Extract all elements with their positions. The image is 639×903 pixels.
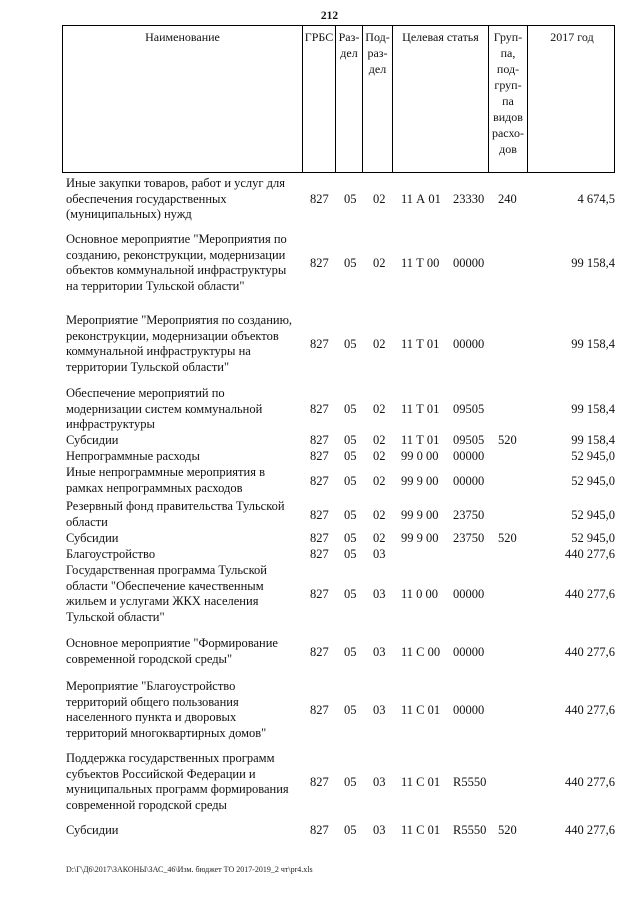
column-header-group: Груп- па, под- груп- па видов расхо- дов (488, 26, 527, 172)
row-razdel: 05 (344, 531, 357, 545)
row-podrazdel: 02 (373, 474, 386, 488)
row-target-program: 99 9 00 (401, 508, 439, 522)
row-value: 440 277,6 (565, 775, 615, 789)
table-row (0, 433, 639, 449)
row-razdel: 05 (344, 449, 357, 463)
row-value: 440 277,6 (565, 645, 615, 659)
table-row (0, 386, 639, 432)
row-razdel: 05 (344, 192, 357, 206)
row-value: 99 158,4 (571, 402, 615, 416)
row-name: Благоустройство (66, 547, 156, 561)
row-value: 99 158,4 (571, 433, 615, 447)
row-podrazdel: 02 (373, 531, 386, 545)
row-podrazdel: 02 (373, 256, 386, 270)
row-podrazdel: 02 (373, 192, 386, 206)
table-row (0, 449, 639, 465)
row-value: 99 158,4 (571, 256, 615, 270)
row-podrazdel: 03 (373, 547, 386, 561)
table-row (0, 313, 639, 375)
row-grbs: 827 (310, 474, 329, 488)
row-target-program: 11 Т 00 (401, 256, 440, 270)
row-podrazdel: 03 (373, 703, 386, 717)
row-target-program: 11 Т 01 (401, 402, 440, 416)
row-razdel: 05 (344, 823, 357, 837)
row-grbs: 827 (310, 823, 329, 837)
row-razdel: 05 (344, 474, 357, 488)
row-target-program: 11 С 01 (401, 823, 441, 837)
row-target-program: 11 Т 01 (401, 433, 440, 447)
row-target-code: 00000 (453, 587, 485, 601)
row-podrazdel: 03 (373, 587, 386, 601)
row-grbs: 827 (310, 587, 329, 601)
row-group: 520 (498, 433, 517, 447)
row-value: 52 945,0 (571, 449, 615, 463)
row-target-code: 09505 (453, 433, 485, 447)
column-header-target: Целевая статья (392, 26, 488, 172)
table-row (0, 679, 639, 741)
row-grbs: 827 (310, 547, 329, 561)
row-target-program: 11 С 00 (401, 645, 441, 659)
row-podrazdel: 02 (373, 337, 386, 351)
row-target-program: 11 С 01 (401, 703, 441, 717)
row-group: 520 (498, 823, 517, 837)
column-header-name: Наименование (145, 30, 220, 44)
row-target-code: 23750 (453, 508, 485, 522)
row-podrazdel: 03 (373, 823, 386, 837)
row-podrazdel: 03 (373, 775, 386, 789)
row-grbs: 827 (310, 508, 329, 522)
table-row (0, 563, 639, 625)
row-target-program: 99 9 00 (401, 531, 439, 545)
row-target-code: 00000 (453, 645, 485, 659)
table-row (0, 499, 639, 531)
row-name: Непрограммные расходы (66, 449, 200, 463)
row-razdel: 05 (344, 703, 357, 717)
row-razdel: 05 (344, 402, 357, 416)
table-row (0, 465, 639, 497)
row-name: Резервный фонд правительства Тульской области (66, 499, 285, 529)
row-name: Субсидии (66, 433, 119, 447)
row-target-code: 00000 (453, 337, 485, 351)
row-value: 52 945,0 (571, 508, 615, 522)
row-name: Обеспечение мероприятий по модернизации систем коммунальной инфраструктуры (66, 386, 263, 431)
row-razdel: 05 (344, 508, 357, 522)
row-target-program: 99 0 00 (401, 449, 439, 463)
table-row (0, 232, 639, 294)
row-name: Субсидии (66, 823, 119, 837)
row-razdel: 05 (344, 587, 357, 601)
table-row (0, 531, 639, 547)
column-header-razdel: Раз- дел (335, 26, 362, 172)
row-name: Субсидии (66, 531, 119, 545)
row-target-program: 11 А 01 (401, 192, 441, 206)
row-razdel: 05 (344, 337, 357, 351)
row-name: Мероприятие "Мероприятия по созданию, реконструкции, модернизации объектов коммунальной инфраструктуры на территории Тульской области" (66, 313, 293, 374)
row-target-code: 23330 (453, 192, 485, 206)
column-header-year: 2017 год (527, 26, 616, 172)
row-target-code: 09505 (453, 402, 485, 416)
row-value: 440 277,6 (565, 587, 615, 601)
row-value: 99 158,4 (571, 337, 615, 351)
row-target-code: 00000 (453, 256, 485, 270)
row-grbs: 827 (310, 433, 329, 447)
row-name: Поддержка государственных программ субъектов Российской Федерации и муниципальных программ формирования современной городской среды (66, 751, 289, 812)
row-podrazdel: 02 (373, 508, 386, 522)
row-value: 52 945,0 (571, 474, 615, 488)
table-header (62, 25, 615, 173)
table-row (0, 176, 639, 222)
row-group: 240 (498, 192, 517, 206)
row-target-code: 00000 (453, 703, 485, 717)
row-name: Иные непрограммные мероприятия в рамках непрограммных расходов (66, 465, 265, 495)
column-header-podrazdel: Под- раз- дел (362, 26, 392, 172)
row-value: 4 674,5 (577, 192, 615, 206)
row-value: 52 945,0 (571, 531, 615, 545)
row-target-code: 23750 (453, 531, 485, 545)
row-target-program: 11 0 00 (401, 587, 439, 601)
file-path-footer: D:\Г\Д6\2017\ЗАКОНЫ\ЗАС_46\Изм. бюджет ТО 2017-2019_2 чт\pr4.xls (66, 865, 313, 874)
row-razdel: 05 (344, 256, 357, 270)
row-grbs: 827 (310, 449, 329, 463)
row-target-code: R5550 (453, 823, 487, 837)
row-target-program: 11 Т 01 (401, 337, 440, 351)
row-grbs: 827 (310, 775, 329, 789)
page-number: 212 (320, 10, 339, 22)
row-grbs: 827 (310, 256, 329, 270)
row-name: Государственная программа Тульской области "Обеспечение качественным жильем и услугами ЖКХ населения Тульской области" (66, 563, 267, 624)
row-podrazdel: 02 (373, 449, 386, 463)
row-grbs: 827 (310, 645, 329, 659)
row-target-program: 99 9 00 (401, 474, 439, 488)
row-razdel: 05 (344, 433, 357, 447)
row-grbs: 827 (310, 703, 329, 717)
table-row (0, 823, 639, 839)
row-name: Основное мероприятие "Формирование современной городской среды" (66, 636, 278, 666)
row-podrazdel: 02 (373, 433, 386, 447)
row-grbs: 827 (310, 402, 329, 416)
row-grbs: 827 (310, 192, 329, 206)
row-razdel: 05 (344, 547, 357, 561)
row-podrazdel: 03 (373, 645, 386, 659)
row-value: 440 277,6 (565, 703, 615, 717)
row-grbs: 827 (310, 531, 329, 545)
row-podrazdel: 02 (373, 402, 386, 416)
row-grbs: 827 (310, 337, 329, 351)
row-target-program: 11 С 01 (401, 775, 441, 789)
row-name: Иные закупки товаров, работ и услуг для обеспечения государственных (муниципальных) нужд (66, 176, 286, 221)
row-razdel: 05 (344, 645, 357, 659)
row-group: 520 (498, 531, 517, 545)
row-target-code: 00000 (453, 474, 485, 488)
table-row (0, 751, 639, 813)
row-name: Мероприятие "Благоустройство территорий общего пользования населенного пункта и дворовых территорий многоквартирных домов" (66, 679, 267, 740)
row-name: Основное мероприятие "Мероприятия по созданию, реконструкции, модернизации объектов коммунальной инфраструктуры на территории Тульской области" (66, 232, 287, 293)
row-value: 440 277,6 (565, 823, 615, 837)
row-value: 440 277,6 (565, 547, 615, 561)
table-row (0, 636, 639, 668)
row-target-code: 00000 (453, 449, 485, 463)
column-header-grbs: ГРБС (302, 26, 335, 172)
row-target-code: R5550 (453, 775, 487, 789)
row-razdel: 05 (344, 775, 357, 789)
table-row (0, 547, 639, 563)
